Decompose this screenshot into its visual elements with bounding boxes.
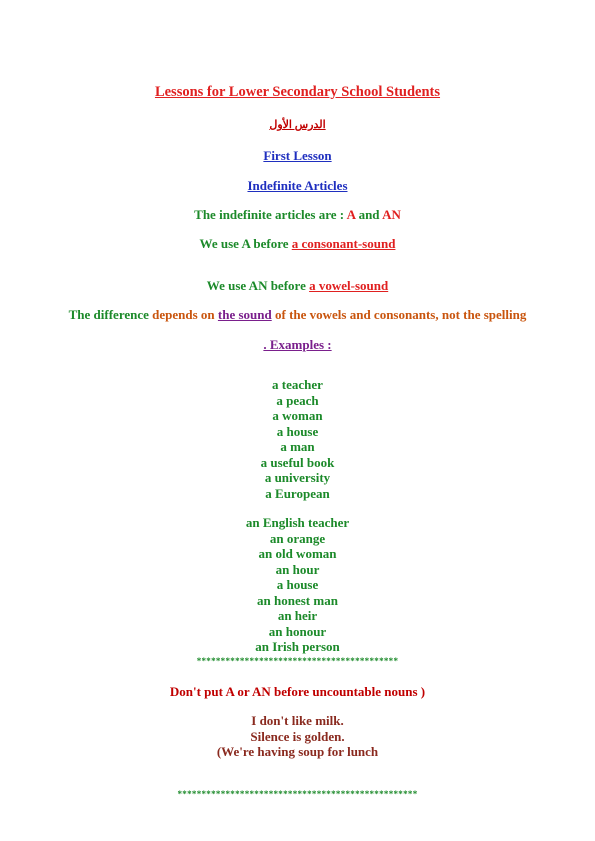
- list-item: a European: [265, 485, 330, 501]
- vowel-rule: [0, 278, 595, 294]
- list-item: an honest man: [257, 592, 338, 608]
- lesson-label: First Lesson: [263, 148, 332, 163]
- list-item: an honour: [268, 623, 327, 639]
- divider-stars-1: ******************************************: [196, 656, 399, 666]
- list-item: a house: [276, 577, 319, 592]
- list-item: an orange: [269, 530, 326, 546]
- articles-prefix: The indefinite articles are :: [194, 207, 347, 222]
- list-item: an Irish person: [255, 639, 340, 654]
- page-title: Lessons for Lower Secondary School Students: [154, 84, 441, 100]
- list-item: a peach: [276, 392, 319, 408]
- consonant-sound-label: a consonant-sound: [291, 236, 396, 251]
- list-item: a university: [264, 470, 331, 485]
- arabic-lesson-title: الدرس الأول: [269, 119, 326, 131]
- list-item: an heir: [277, 608, 318, 623]
- list-item: a useful book: [260, 454, 335, 470]
- divider-stars-2: **************************************************: [177, 789, 418, 799]
- difference-part-3: the sound: [217, 307, 272, 322]
- examples-an-list: [0, 515, 595, 655]
- list-item: a man: [280, 439, 315, 454]
- article-a: A: [346, 207, 356, 222]
- vowel-sound-label: a vowel-sound: [309, 278, 389, 293]
- article-an: AN: [382, 207, 401, 222]
- uncountable-note: Don't put A or AN before uncountable nouns ): [169, 684, 426, 699]
- uncountable-examples: [0, 713, 595, 760]
- difference-part-1: The difference: [68, 307, 153, 322]
- list-item: I don't like milk.: [251, 713, 344, 728]
- list-item: (We're having soup for lunch: [216, 744, 379, 759]
- list-item: an hour: [275, 561, 320, 577]
- list-item: an old woman: [258, 546, 337, 561]
- consonant-rule-prefix: We use A before: [199, 236, 292, 251]
- list-item: a house: [276, 423, 319, 439]
- list-item: a teacher: [272, 377, 323, 392]
- examples-heading: . Examples :: [263, 337, 332, 352]
- difference-part-4: of the vowels and consonants, not the spelling: [271, 307, 527, 322]
- examples-a-list: [0, 377, 595, 501]
- list-item: an English teacher: [245, 515, 350, 530]
- vowel-rule-prefix: We use AN before: [206, 278, 310, 293]
- difference-line: [0, 307, 595, 323]
- difference-part-2: depends on: [152, 307, 218, 322]
- articles-line: [0, 207, 595, 223]
- list-item: a woman: [272, 408, 323, 423]
- consonant-rule: [0, 236, 595, 252]
- list-item: Silence is golden.: [250, 728, 345, 744]
- articles-and: and: [355, 207, 383, 222]
- topic-heading: Indefinite Articles: [247, 178, 348, 193]
